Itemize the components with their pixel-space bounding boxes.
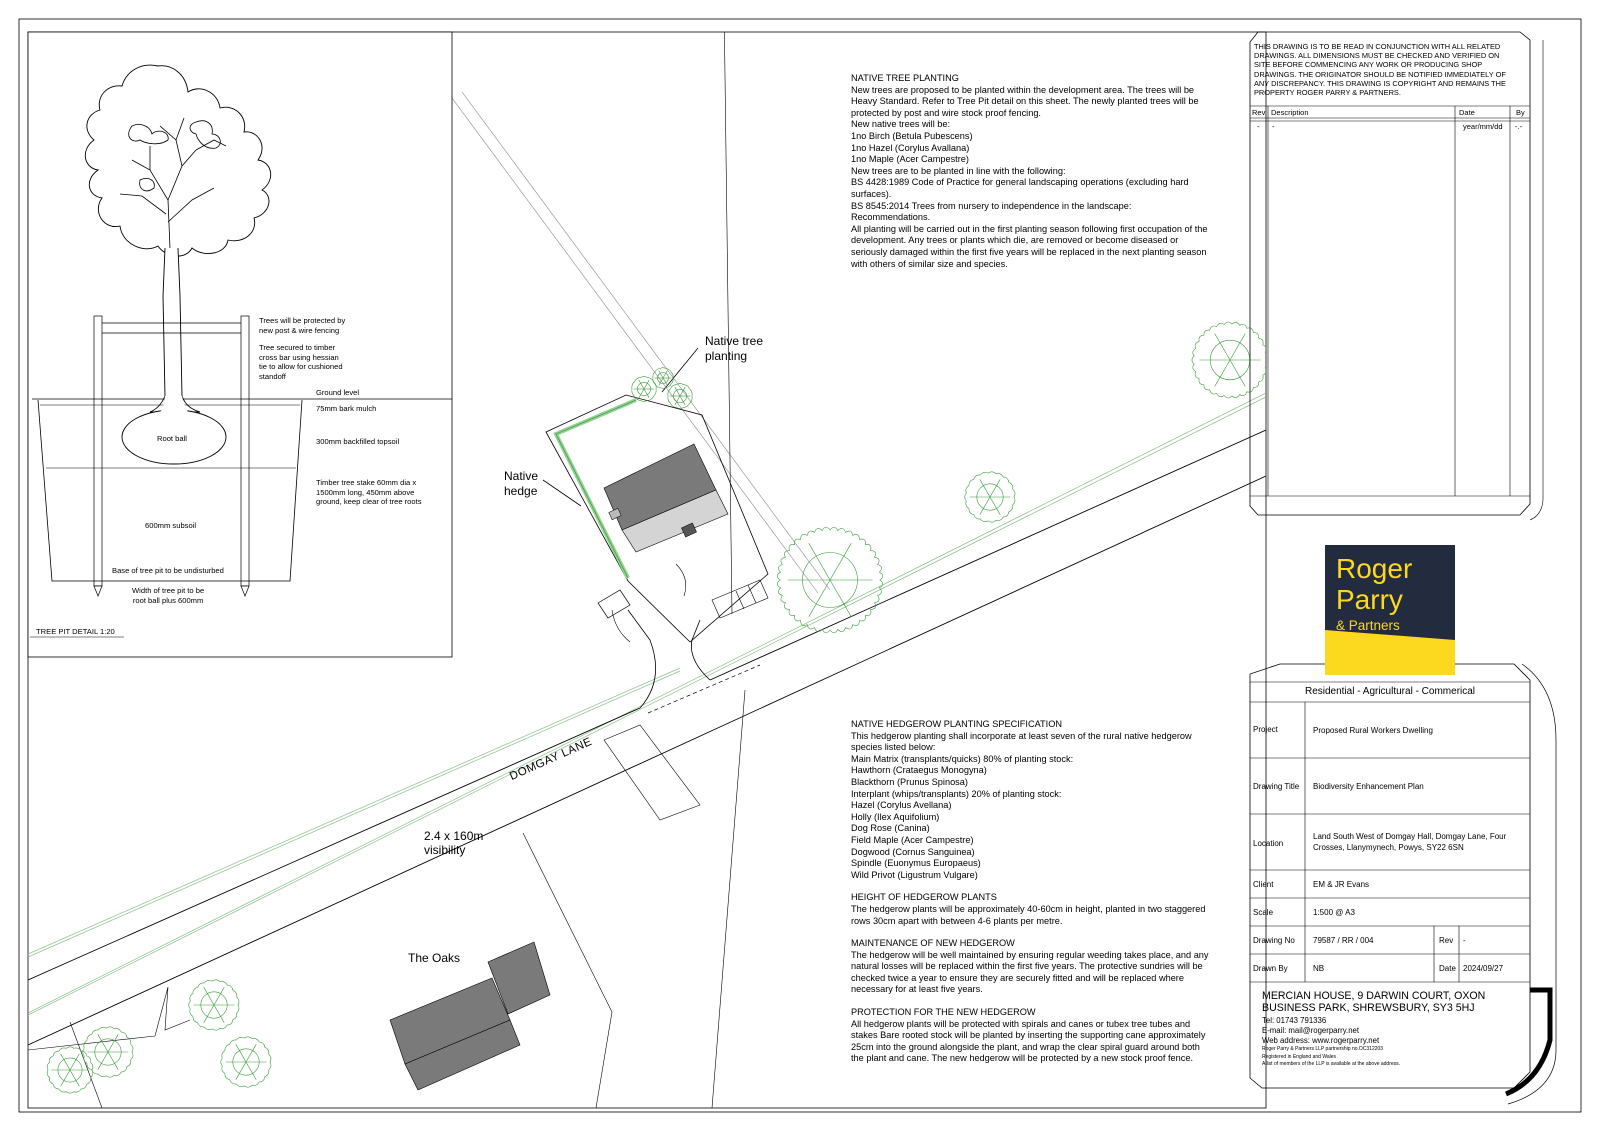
secured-label-line: cross bar using hessian: [259, 352, 339, 362]
date-value: 2024/09/27: [1463, 964, 1504, 973]
scale-value: 1:500 @ A3: [1313, 908, 1355, 917]
tree-branch: [675, 387, 680, 396]
company-contact: [1262, 1016, 1379, 1046]
disclaimer: [1254, 42, 1506, 97]
secured-label-line: standoff: [259, 371, 286, 381]
location-value: [1313, 831, 1506, 853]
drawing-title-value: Biodiversity Enhancement Plan: [1313, 782, 1424, 791]
notes-line: Spindle (Euonymus Europaeus): [851, 858, 981, 869]
project-value: Proposed Rural Workers Dwelling: [1313, 726, 1433, 735]
stake-label-line: ground, keep clear of tree roots: [316, 497, 422, 507]
legal-line: A list of members of the LLP is available at the above address.: [1262, 1061, 1401, 1068]
notes-line: All hedgerow plants will be protected with spirals and canes or tubex tree tubes and: [851, 1018, 1191, 1029]
notes-body: [851, 731, 1209, 882]
rev-header-rev: Rev: [1252, 108, 1266, 117]
notes-line: species listed below:: [851, 742, 936, 753]
notes-heading: PROTECTION FOR THE NEW HEDGEROW: [851, 1007, 1036, 1018]
scale-label: Scale: [1253, 908, 1274, 917]
notes-line: Interplant (whips/transplants) 20% of planting stock:: [851, 788, 1062, 799]
notes-heading: NATIVE HEDGEROW PLANTING SPECIFICATION: [851, 719, 1062, 729]
notes-line: 25cm into the ground alongside the plant, and wrap the clear spiral guard around both: [851, 1041, 1200, 1052]
tree-branch: [98, 1052, 108, 1070]
visibility-label-line: 2.4 x 160m: [424, 829, 484, 843]
notes-line: Field Maple (Acer Campestre): [851, 834, 974, 845]
tree-symbol: [221, 1037, 271, 1087]
subsoil-label: 600mm subsoil: [145, 521, 197, 530]
notes-heading: MAINTENANCE OF NEW HEDGEROW: [851, 938, 1015, 949]
native-tree-label-line: planting: [705, 349, 748, 363]
rev-row-rev: -: [1257, 122, 1260, 131]
drawing-no-label: Drawing No: [1253, 936, 1295, 945]
tree-branch: [639, 389, 644, 398]
tree-branch: [236, 1044, 246, 1062]
company-address: [1262, 990, 1485, 1015]
notes-line: Dogwood (Cornus Sanguinea): [851, 846, 975, 857]
tree-branch: [246, 1062, 256, 1080]
tree-branch: [70, 1070, 79, 1086]
tree-branch: [236, 1062, 246, 1080]
rev-row-description: -: [1272, 122, 1275, 131]
tree-branch: [990, 497, 1000, 515]
rev-row-by: -.-: [1515, 122, 1523, 131]
proposed-dwelling: [604, 444, 728, 552]
logo-subtext: & Partners: [1336, 618, 1400, 633]
tree-symbol: [632, 377, 656, 402]
email-link[interactable]: E-mail: mail@rogerparry.net: [1262, 1026, 1360, 1035]
tree-branch: [61, 1054, 70, 1070]
notes-line: Wild Privot (Ligustrum Vulgare): [851, 869, 978, 880]
drawn-by-label: Drawn By: [1253, 964, 1288, 973]
fencing-label: [259, 316, 345, 335]
secured-label: [259, 343, 343, 381]
native-tree-label: [705, 334, 763, 364]
tree-branch: [809, 543, 830, 580]
tree-branch: [644, 380, 649, 389]
notes-line: surfaces).: [851, 188, 892, 199]
address-line: MERCIAN HOUSE, 9 DARWIN COURT, OXON: [1262, 990, 1486, 1002]
tree-planting-notes: [851, 73, 1207, 270]
telephone: Tel: 01743 791336: [1262, 1016, 1327, 1025]
location-line: Land South West of Domgay Hall, Domgay Lane, Four: [1313, 832, 1507, 841]
rev-label: Rev: [1439, 936, 1454, 945]
notes-line: rows 30cm apart with between 4-6 plants per metre.: [851, 915, 1063, 926]
drawing-title-label: Drawing Title: [1253, 782, 1300, 791]
notes-line: THIS DRAWING IS TO BE READ IN CONJUNCTION WITH ALL RELATED: [1254, 42, 1501, 51]
address-line: BUSINESS PARK, SHREWSBURY, SY3 5HJ: [1262, 1002, 1475, 1015]
drawn-by-value: NB: [1313, 964, 1325, 973]
logo-accent: [1325, 640, 1455, 675]
stake-right: [241, 316, 249, 586]
tree-branch: [830, 543, 851, 580]
tree-symbol: [1192, 322, 1268, 398]
tree-branch: [990, 479, 1000, 497]
tree-symbol: [189, 980, 239, 1030]
location-label: Location: [1253, 839, 1284, 848]
topsoil-label: 300mm backfilled topsoil: [316, 437, 400, 446]
notes-line: development. Any trees or plants which die, are removed or become diseased or: [851, 235, 1179, 246]
tree-branch: [980, 479, 990, 497]
notes-line: PROPERTY ROGER PARRY & PARTNERS.: [1254, 88, 1401, 98]
tree-branch: [980, 497, 990, 515]
hedge-leader: [543, 480, 581, 506]
visibility-label-line: visibility: [424, 843, 466, 857]
notes-line: Blackthorn (Prunus Spinosa): [851, 776, 968, 787]
logo-line: Roger: [1336, 553, 1413, 584]
notes-body: [851, 950, 1209, 996]
tree-branch: [1215, 334, 1230, 361]
stake-label: [316, 478, 422, 507]
rev-header-by: By: [1516, 108, 1525, 117]
tree-branch: [644, 389, 649, 398]
tree-branch: [214, 987, 224, 1005]
notes-line: necessary for at least five years.: [851, 984, 983, 995]
company-legal: [1262, 1046, 1400, 1069]
tree-branch: [809, 580, 830, 617]
notes-line: The hedgerow plants will be approximately 40-60cm in height, planted in two staggered: [851, 903, 1206, 914]
notes-line: the plant and cane. The new hedgerow will be protected by a new stock proof fence.: [851, 1053, 1194, 1064]
tree-branch: [639, 380, 644, 389]
hedgerow-notes: [851, 719, 1209, 1065]
notes-line: 1no Birch (Betula Pubescens): [851, 130, 973, 141]
secured-label-line: tie to allow for cushioned: [259, 362, 343, 372]
notes-line: All planting will be carried out in the first planting season following first occupation of the: [851, 223, 1208, 234]
notes-body: [851, 85, 1207, 271]
legal-line: Roger Parry & Partners LLP partnership no.OC312203: [1262, 1046, 1384, 1052]
tree-symbol: [777, 527, 883, 633]
notes-line: New trees are proposed to be planted within the development area. The trees will be: [851, 84, 1195, 95]
rev-header-date: Date: [1459, 108, 1475, 117]
tree-branch: [204, 1005, 214, 1023]
native-hedge-label-line: hedge: [504, 484, 538, 498]
tree-branch: [1215, 360, 1230, 387]
fencing-label-line: Trees will be protected by: [259, 316, 346, 325]
base-label: Base of tree pit to be undisturbed: [112, 566, 224, 575]
notes-line: protected by post and wire stock proof fencing.: [851, 107, 1041, 118]
tree-branch: [214, 1005, 224, 1023]
date-label: Date: [1439, 964, 1456, 973]
ground-level-label: Ground level: [316, 388, 360, 397]
tree-branch: [246, 1044, 256, 1062]
tree-branch: [204, 987, 214, 1005]
notes-line: This hedgerow planting shall incorporate at least seven of the rural native hedgerow: [851, 730, 1192, 741]
notes-heading: NATIVE TREE PLANTING: [851, 73, 959, 83]
logo-line: Parry: [1336, 584, 1403, 615]
tree-branch: [108, 1034, 118, 1052]
native-hedge-label-line: Native: [504, 469, 539, 483]
tree-branch: [659, 371, 663, 378]
notes-line: with others of similar size and species.: [851, 258, 1008, 269]
tree-symbol: [965, 472, 1015, 522]
secured-label-line: Tree secured to timber: [259, 343, 336, 352]
tree-branch: [1230, 360, 1245, 387]
tree-symbol: [47, 1047, 93, 1093]
notes-body: [851, 904, 1209, 927]
tree-branch: [70, 1054, 79, 1070]
notes-line: The hedgerow will be well maintained by ensuring regular weeding takes place, and any: [851, 949, 1209, 960]
client-value: EM & JR Evans: [1313, 880, 1370, 889]
parking-bays: [712, 0, 768, 618]
tree-branch: [680, 396, 685, 405]
notes-heading: HEIGHT OF HEDGEROW PLANTS: [851, 892, 997, 903]
notes-line: DRAWINGS. THE ORIGINATOR SHOULD BE NOTIFIED IMMEDIATELY OF: [1254, 69, 1506, 79]
website-link[interactable]: Web address: www.rogerparry.net: [1262, 1036, 1380, 1045]
width-label-line: root ball plus 600mm: [132, 595, 204, 605]
notes-line: 1no Maple (Acer Campestre): [851, 154, 969, 165]
notes-line: BS 4428:1989 Code of Practice for general landscaping operations (excluding hard: [851, 177, 1189, 188]
notes-body: [851, 1019, 1209, 1065]
rev-header-description: Description: [1271, 108, 1309, 117]
notes-line: BS 8545:2014 Trees from nursery to independence in the landscape:: [851, 200, 1132, 211]
legal-line: Registered in England and Wales: [1262, 1053, 1337, 1060]
native-tree-label-line: Native tree: [705, 334, 764, 348]
notes-line: checked twice a year to ensure they are securely fitted and will be replaced where: [851, 972, 1184, 983]
notes-line: natural losses will be replaced within the first five years. The protective sundries will be: [851, 961, 1203, 972]
notes-line: DRAWINGS. ALL DIMENSIONS MUST BE CHECKED AND VERIFIED ON: [1254, 51, 1500, 61]
width-label: [132, 586, 204, 605]
location-line: Crosses, Llanymynech, Powys, SY22 6SN: [1313, 843, 1464, 852]
logo-text: [1336, 553, 1412, 615]
stake-left: [94, 316, 102, 586]
notes-line: New trees are to be planted in line with the following:: [851, 165, 1066, 176]
notes-line: Dog Rose (Canina): [851, 823, 930, 834]
width-label-line: Width of tree pit to be: [132, 586, 205, 595]
tree-pit-title: TREE PIT DETAIL 1:20: [36, 627, 115, 636]
tree-symbol: [83, 1027, 133, 1077]
notes-line: 1no Hazel (Corylus Avallana): [851, 142, 970, 153]
notes-line: Main Matrix (transplants/quicks) 80% of planting stock:: [851, 753, 1074, 764]
notes-line: Recommendations.: [851, 212, 931, 223]
notes-line: seriously damaged within the first five years will be replaced in the next planting season: [851, 246, 1207, 257]
tree-branch: [98, 1034, 108, 1052]
rev-value: -: [1463, 936, 1466, 945]
notes-line: stakes Bare rooted stock will be planted by inserting the supporting cane approximately: [851, 1030, 1206, 1041]
notes-line: Holly (Ilex Aquifolium): [851, 811, 940, 822]
notes-line: ANY DISCREPANCY. THIS DRAWING IS COPYRIGHT AND REMAINS THE: [1254, 78, 1506, 88]
notes-line: SITE BEFORE COMMENCING ANY WORK OR PRODUCING SHOP: [1254, 60, 1483, 70]
tree-branch: [830, 580, 851, 617]
fencing-label-line: new post & wire fencing: [259, 325, 340, 335]
notes-line: Heavy Standard. Refer to Tree Pit detail on this sheet. The newly planted trees will be: [851, 96, 1199, 107]
client-label: Client: [1253, 880, 1274, 889]
notes-line: Hawthorn (Crataegus Monogyna): [851, 765, 987, 776]
tree-branch: [61, 1070, 70, 1086]
tree-symbol: [653, 368, 673, 389]
road-label: DOMGAY LANE: [508, 735, 595, 783]
drawing-no-value: 79587 / RR / 004: [1313, 936, 1374, 945]
project-label: Project: [1253, 725, 1278, 734]
the-oaks-label: The Oaks: [408, 951, 461, 965]
tree-branch: [108, 1052, 118, 1070]
visibility-label: [424, 829, 483, 857]
tree-branch: [659, 378, 663, 385]
rev-row-date: year/mm/dd: [1463, 122, 1503, 131]
notes-line: New native trees will be:: [851, 119, 951, 130]
stake-label-line: 1500mm long, 450mm above: [316, 487, 415, 497]
bark-mulch-label: 75mm bark mulch: [316, 404, 377, 413]
notes-line: Hazel (Corylus Avellana): [851, 800, 952, 811]
native-hedge-label: [504, 469, 538, 499]
root-ball-label: Root ball: [157, 434, 187, 443]
stake-label-line: Timber tree stake 60mm dia x: [316, 478, 417, 487]
category-line: Residential - Agricultural - Commerical: [1304, 686, 1476, 697]
tree-branch: [1230, 334, 1245, 361]
